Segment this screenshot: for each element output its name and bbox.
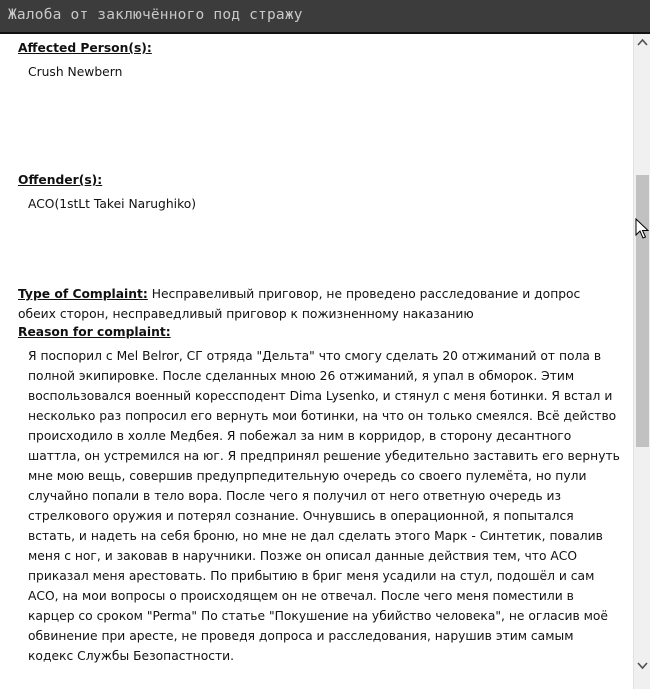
chevron-down-icon bbox=[634, 657, 650, 674]
chevron-up-icon bbox=[634, 34, 650, 51]
scroll-down-button[interactable] bbox=[634, 657, 650, 674]
scroll-thumb[interactable] bbox=[636, 175, 649, 447]
complaint-type-label: Type of Complaint: bbox=[18, 287, 148, 301]
complaint-content bbox=[0, 34, 633, 689]
reason-text: Я поспорил с Mel Belror, СГ отряда "Дельта" что смогу сделать 20 отжиманий от пола в полной экипировке. После сделанных мною 26 отжиманий, я упал в обморок. Этим воспользовался военный корессподент Dima Lysenko, и стянул с меня ботинки. Я встал и несколько раз попросил его вернуть мои ботинки, на что он только смеялся. Всё действо происходило в холле Медбея. Я побежал за ним в корридор, в сторону десантного шаттла, он устремился на юг. Я предпринял решение убедительно заставить его вернуть мне мою вещь, совершив предупрпедительную очередь со своего пулемёта, но пули случайно попали в тело вора. После чего я получил от него ответную очередь из стрелкового оружия и потерял сознание. Очнувшись в операционной, я попытался встать, и надеть на себя броню, но мне не дал сделать этого Марк - Синтетик, повалив меня с ног, и заковав в наручники. Позже он описал данные действия тем, что АСО приказал меня арестовать. По прибытию в бриг меня усадили на стул, подошёл и сам АСО, на мои вопросы о происходящем он не отвечал. После чего меня поместили в карцер со сроком "Perma" По статье "Покушение на убийство человека", не огласив моё обвинение при аресте, не проведя допроса и расследования, нарушив этим самым кодекс Службы Безопастности. bbox=[28, 349, 620, 663]
vertical-scrollbar[interactable] bbox=[633, 34, 650, 689]
complaint-type-value: Несправеливый приговор, не проведено расследование и допрос обеих сторон, несправедливый приговор к пожизненному наказанию bbox=[18, 287, 581, 321]
offenders-label: Offender(s): bbox=[18, 173, 103, 187]
affected-persons-value: Crush Newbern bbox=[28, 65, 123, 79]
reason-label: Reason for complaint: bbox=[18, 325, 171, 339]
affected-persons-label: Affected Person(s): bbox=[18, 41, 152, 55]
scroll-up-button[interactable] bbox=[634, 34, 650, 51]
window-title: Жалоба от заключённого под стражу bbox=[8, 7, 303, 23]
offenders-value: ACO(1stLt Takei Narughiko) bbox=[28, 197, 197, 211]
complaint-type bbox=[18, 284, 618, 324]
title-bar[interactable] bbox=[0, 0, 650, 34]
